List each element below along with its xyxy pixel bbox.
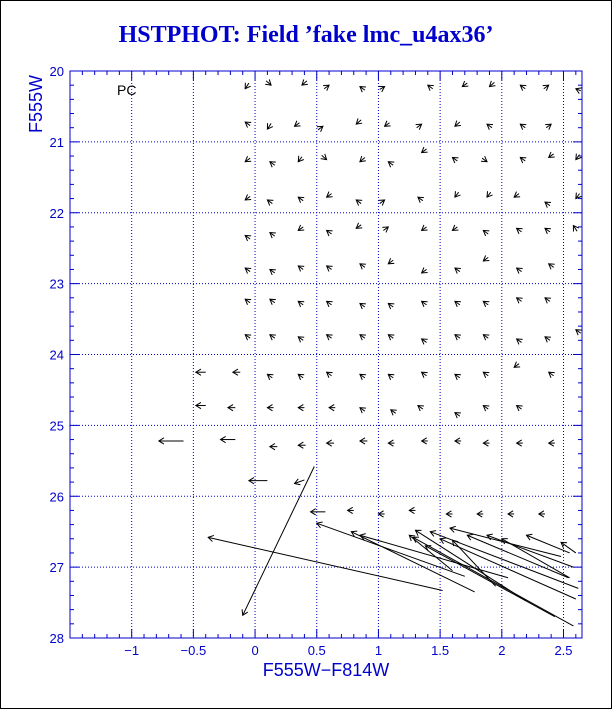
vector-arrow bbox=[378, 511, 384, 517]
vector-arrow bbox=[159, 438, 184, 444]
vector-arrow bbox=[221, 436, 236, 442]
vector-arrow bbox=[455, 121, 461, 127]
vector-arrow bbox=[483, 440, 489, 446]
vector-arrow bbox=[360, 156, 366, 162]
vector-arrow bbox=[327, 230, 333, 236]
vector-arrow bbox=[549, 264, 555, 270]
vector-arrow bbox=[446, 511, 452, 517]
vector-arrow bbox=[549, 152, 555, 158]
vector-arrow bbox=[245, 235, 251, 241]
vector-arrow bbox=[327, 266, 333, 272]
vector-arrow bbox=[514, 362, 520, 368]
vector-arrow bbox=[388, 162, 394, 168]
x-axis-label: F555W−F814W bbox=[262, 660, 390, 680]
vector-arrow bbox=[422, 438, 428, 444]
vector-arrow bbox=[356, 200, 362, 206]
vector-arrow bbox=[360, 264, 366, 270]
vector-arrow bbox=[422, 372, 428, 378]
vector-arrow bbox=[270, 444, 277, 450]
vector-arrow bbox=[388, 335, 394, 341]
vector-shaft bbox=[487, 535, 573, 567]
vector-arrow bbox=[483, 255, 489, 261]
vector-arrow bbox=[573, 226, 578, 232]
vector-arrow bbox=[483, 335, 489, 341]
vector-arrow bbox=[208, 535, 442, 590]
vector-head bbox=[573, 226, 578, 232]
vector-shaft bbox=[208, 537, 442, 590]
vector-arrow bbox=[483, 301, 489, 307]
vector-arrow bbox=[270, 335, 276, 341]
vector-arrow bbox=[576, 154, 582, 160]
x-tick-labels bbox=[124, 643, 572, 658]
y-tick-label: 27 bbox=[49, 560, 64, 576]
vector-arrow bbox=[455, 335, 461, 341]
vector-arrow bbox=[356, 223, 362, 229]
x-tick-label: −0.5 bbox=[180, 643, 207, 658]
vector-arrow bbox=[422, 301, 428, 307]
vector-arrow bbox=[329, 405, 335, 411]
vector-arrow bbox=[317, 522, 465, 576]
vector-arrow bbox=[265, 79, 271, 85]
x-tick-label: −1 bbox=[124, 643, 140, 658]
y-tick-label: 23 bbox=[49, 276, 64, 292]
vector-arrow bbox=[539, 511, 545, 517]
vector-arrow bbox=[317, 126, 323, 132]
vector-arrow bbox=[418, 406, 424, 412]
vector-arrow bbox=[298, 374, 304, 380]
vector-arrow bbox=[295, 479, 305, 485]
vector-arrow bbox=[360, 303, 366, 309]
vector-arrow bbox=[452, 157, 458, 163]
vector-arrow bbox=[267, 200, 273, 206]
vector-arrow bbox=[543, 85, 549, 91]
vector-arrow bbox=[508, 511, 514, 517]
vector-arrow bbox=[302, 79, 308, 85]
vector-arrow bbox=[477, 511, 483, 517]
vector-arrow bbox=[245, 335, 251, 341]
vector-arrow bbox=[517, 339, 523, 345]
vector-head bbox=[245, 83, 250, 89]
vector-arrow bbox=[483, 230, 489, 236]
vector-arrow bbox=[245, 299, 251, 305]
vector-arrow bbox=[467, 534, 568, 577]
vector-shaft bbox=[413, 537, 573, 626]
vector-arrow bbox=[382, 227, 388, 233]
vector-arrow bbox=[549, 440, 555, 446]
vector-arrow bbox=[545, 124, 551, 130]
vector-arrow bbox=[348, 507, 354, 513]
vector-arrow bbox=[545, 298, 551, 304]
vector-arrow bbox=[388, 374, 394, 380]
vector-arrow bbox=[298, 301, 304, 307]
vector-arrow bbox=[455, 438, 461, 444]
vector-arrow bbox=[455, 374, 461, 380]
vector-arrow bbox=[196, 369, 206, 375]
vector-arrow bbox=[549, 372, 555, 378]
vector-arrow bbox=[196, 402, 206, 408]
vector-arrow bbox=[242, 466, 314, 615]
vector-arrow bbox=[520, 157, 526, 163]
vector-arrow bbox=[298, 442, 305, 448]
vector-arrow bbox=[295, 121, 301, 127]
vector-arrow bbox=[514, 192, 520, 198]
vector-arrow bbox=[517, 228, 523, 234]
vector-arrow bbox=[409, 507, 415, 513]
y-tick-label: 20 bbox=[49, 64, 64, 79]
vector-arrow bbox=[455, 268, 461, 274]
vector-arrow bbox=[545, 337, 551, 343]
vector-arrow bbox=[270, 162, 276, 168]
vector-arrow bbox=[481, 156, 487, 162]
vector-arrow bbox=[379, 200, 385, 206]
vector-shaft bbox=[317, 523, 465, 576]
vector-arrow bbox=[462, 81, 468, 87]
vector-arrow bbox=[245, 122, 251, 128]
vector-arrow bbox=[483, 372, 489, 378]
vector-arrow bbox=[422, 147, 428, 153]
vector-arrow bbox=[298, 266, 304, 272]
vector-arrow bbox=[270, 233, 276, 239]
vector-arrow bbox=[267, 374, 273, 380]
y-tick-labels bbox=[50, 64, 64, 646]
vector-arrow bbox=[298, 337, 304, 343]
vector-arrow bbox=[360, 87, 366, 93]
vector-arrow bbox=[520, 85, 526, 91]
vector-arrow bbox=[455, 413, 461, 419]
vector-arrow bbox=[455, 191, 461, 197]
panel-label: PC bbox=[117, 82, 137, 98]
vector-arrow bbox=[356, 118, 362, 124]
vector-arrow bbox=[517, 268, 523, 274]
vector-arrow bbox=[360, 374, 366, 380]
y-tick-label: 24 bbox=[49, 347, 64, 363]
y-tick-label: 28 bbox=[49, 631, 64, 646]
vector-arrow bbox=[323, 85, 329, 91]
vector-arrow bbox=[391, 410, 397, 416]
vector-arrow bbox=[483, 406, 489, 412]
vector-arrow bbox=[545, 228, 551, 234]
vector-arrow bbox=[267, 405, 273, 411]
vector-arrow bbox=[422, 267, 428, 273]
vector-arrow bbox=[360, 335, 366, 341]
vector-arrow bbox=[321, 154, 327, 160]
vector-arrow bbox=[327, 372, 333, 378]
vector-arrow bbox=[385, 121, 391, 127]
vector-arrow bbox=[576, 193, 582, 199]
vector-arrow bbox=[487, 124, 493, 130]
x-tick-label: 0 bbox=[251, 643, 259, 658]
vector-arrow bbox=[327, 335, 333, 341]
x-tick-label: 1 bbox=[374, 643, 383, 658]
vector-field bbox=[159, 79, 582, 625]
vector-arrow bbox=[487, 191, 493, 197]
vector-arrow bbox=[245, 83, 250, 89]
x-tick-label: 0.5 bbox=[307, 643, 326, 658]
vector-arrow bbox=[452, 225, 458, 231]
vector-arrow bbox=[388, 303, 394, 309]
vector-arrow bbox=[517, 406, 523, 412]
vector-arrow bbox=[298, 156, 304, 162]
vector-arrow bbox=[576, 330, 582, 336]
y-tick-label: 25 bbox=[49, 418, 64, 434]
x-tick-label: 2.5 bbox=[554, 643, 573, 658]
vector-arrow bbox=[249, 478, 268, 484]
vector-arrow bbox=[360, 408, 366, 414]
y-axis-label: F555W bbox=[26, 74, 46, 134]
vector-arrow bbox=[517, 298, 523, 304]
vector-arrow bbox=[327, 192, 333, 198]
vector-arrow bbox=[298, 405, 304, 411]
vector-arrow bbox=[388, 258, 394, 264]
vector-arrow bbox=[245, 194, 251, 200]
vector-arrow bbox=[520, 124, 526, 130]
vector-arrow bbox=[298, 225, 304, 231]
vector-arrow bbox=[455, 301, 461, 307]
vector-arrow bbox=[327, 440, 334, 446]
chart-title: HSTPHOT: Field ’fake lmc_u4ax36’ bbox=[118, 22, 494, 48]
vector-arrow bbox=[228, 405, 235, 411]
vector-arrow bbox=[388, 440, 394, 446]
vector-arrow bbox=[327, 301, 333, 307]
vector-arrow bbox=[270, 269, 276, 275]
y-tick-label: 21 bbox=[49, 134, 64, 150]
vector-arrow bbox=[298, 197, 304, 203]
vector-arrow bbox=[245, 156, 251, 162]
vector-arrow bbox=[245, 268, 251, 274]
vector-arrow bbox=[270, 299, 276, 305]
vector-shaft bbox=[243, 466, 315, 615]
vector-arrow bbox=[267, 123, 272, 129]
vector-arrow bbox=[517, 440, 523, 446]
vector-arrow bbox=[428, 85, 434, 91]
vector-arrow bbox=[416, 124, 422, 130]
vector-arrow bbox=[233, 369, 240, 375]
vector-head bbox=[267, 123, 272, 129]
vector-head bbox=[576, 88, 582, 94]
vector-arrow bbox=[418, 197, 424, 203]
vector-arrow bbox=[489, 81, 495, 87]
vector-arrow bbox=[311, 509, 326, 515]
vector-arrow bbox=[413, 537, 573, 626]
vector-arrow bbox=[545, 202, 551, 208]
vector-arrow bbox=[422, 225, 428, 231]
vector-shaft bbox=[467, 535, 568, 578]
y-tick-label: 22 bbox=[49, 205, 64, 221]
vector-arrow bbox=[360, 438, 367, 444]
vector-arrow bbox=[576, 88, 582, 94]
y-tick-label: 26 bbox=[49, 489, 64, 505]
vector-arrow bbox=[379, 86, 385, 91]
x-tick-label: 1.5 bbox=[431, 643, 450, 658]
x-tick-label: 2 bbox=[498, 643, 506, 658]
vector-arrow bbox=[422, 339, 428, 345]
